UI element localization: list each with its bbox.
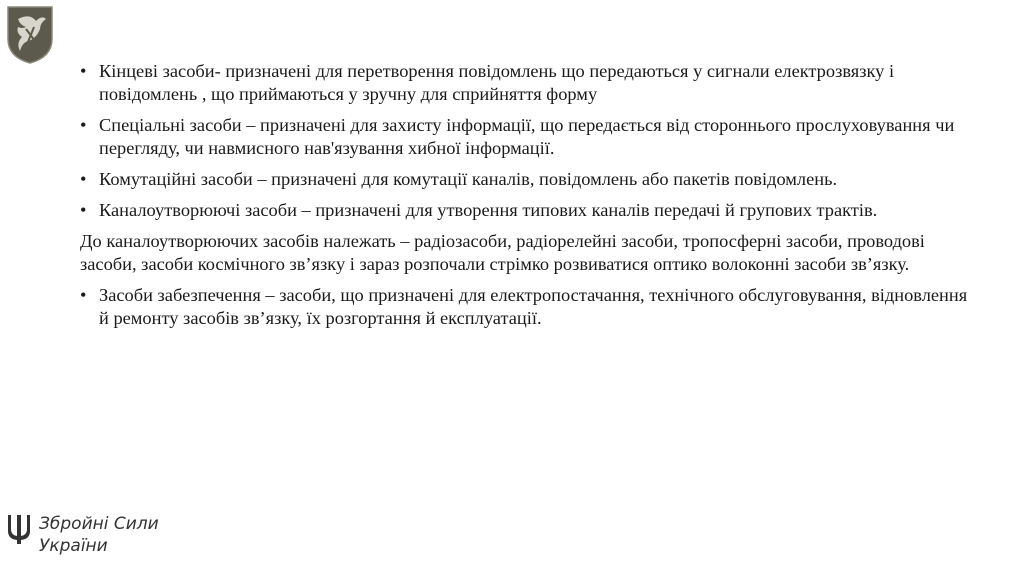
bullet-text: Спеціальні засоби – призначені для захисту інформації, що передається від стороннього прослуховування чи перегляду, чи навмисного нав'язування хибної інформації. [99,115,955,158]
paragraph-text: До каналоутворюючих засобів належать – радіозасоби, радіорелейні засоби, тропосферні засоби, проводові засоби, засоби космічного зв’язку і зараз розпочали стрімко розвиватися оптико волоконні засоби зв’язку. [80,231,925,274]
bullet-marker: • [80,169,87,189]
bullet-item-channel-devices [80,199,980,222]
brand-text [39,513,159,557]
bullet-item-support-devices [80,284,980,330]
bullet-marker: • [80,115,87,135]
bullet-text: Кінцеві засоби- призначені для перетворення повідомлень що передаються у сигнали електрозвязку і повідомлень , що приймаються у зручну для сприйняття форму [99,61,895,104]
paragraph-channel-types [80,230,980,276]
footer-brand [6,513,206,563]
bullet-item-switching-devices [80,168,980,191]
trident-icon [6,513,32,545]
brand-line-2: України [39,536,108,556]
bullet-text: Засоби забезпечення – засоби, що призначені для електропостачання, технічного обслуговування, відновлення й ремонту засобів зв’язку, їх розгортання й експлуатації. [99,285,968,328]
bullet-marker: • [80,61,87,81]
slide-content [80,60,980,338]
bullet-text: Комутаційні засоби – призначені для комутації каналів, повідомлень або пакетів повідомлень. [99,169,838,189]
bullet-item-special-devices [80,114,980,160]
brand-line-1: Збройні Сили [39,514,159,534]
bullet-marker: • [80,200,87,220]
bullet-item-end-devices [80,60,980,106]
emblem-icon [6,5,54,65]
bullet-text: Каналоутворюючі засоби – призначені для утворення типових каналів передачі й групових трактів. [99,200,878,220]
bullet-marker: • [80,285,87,305]
